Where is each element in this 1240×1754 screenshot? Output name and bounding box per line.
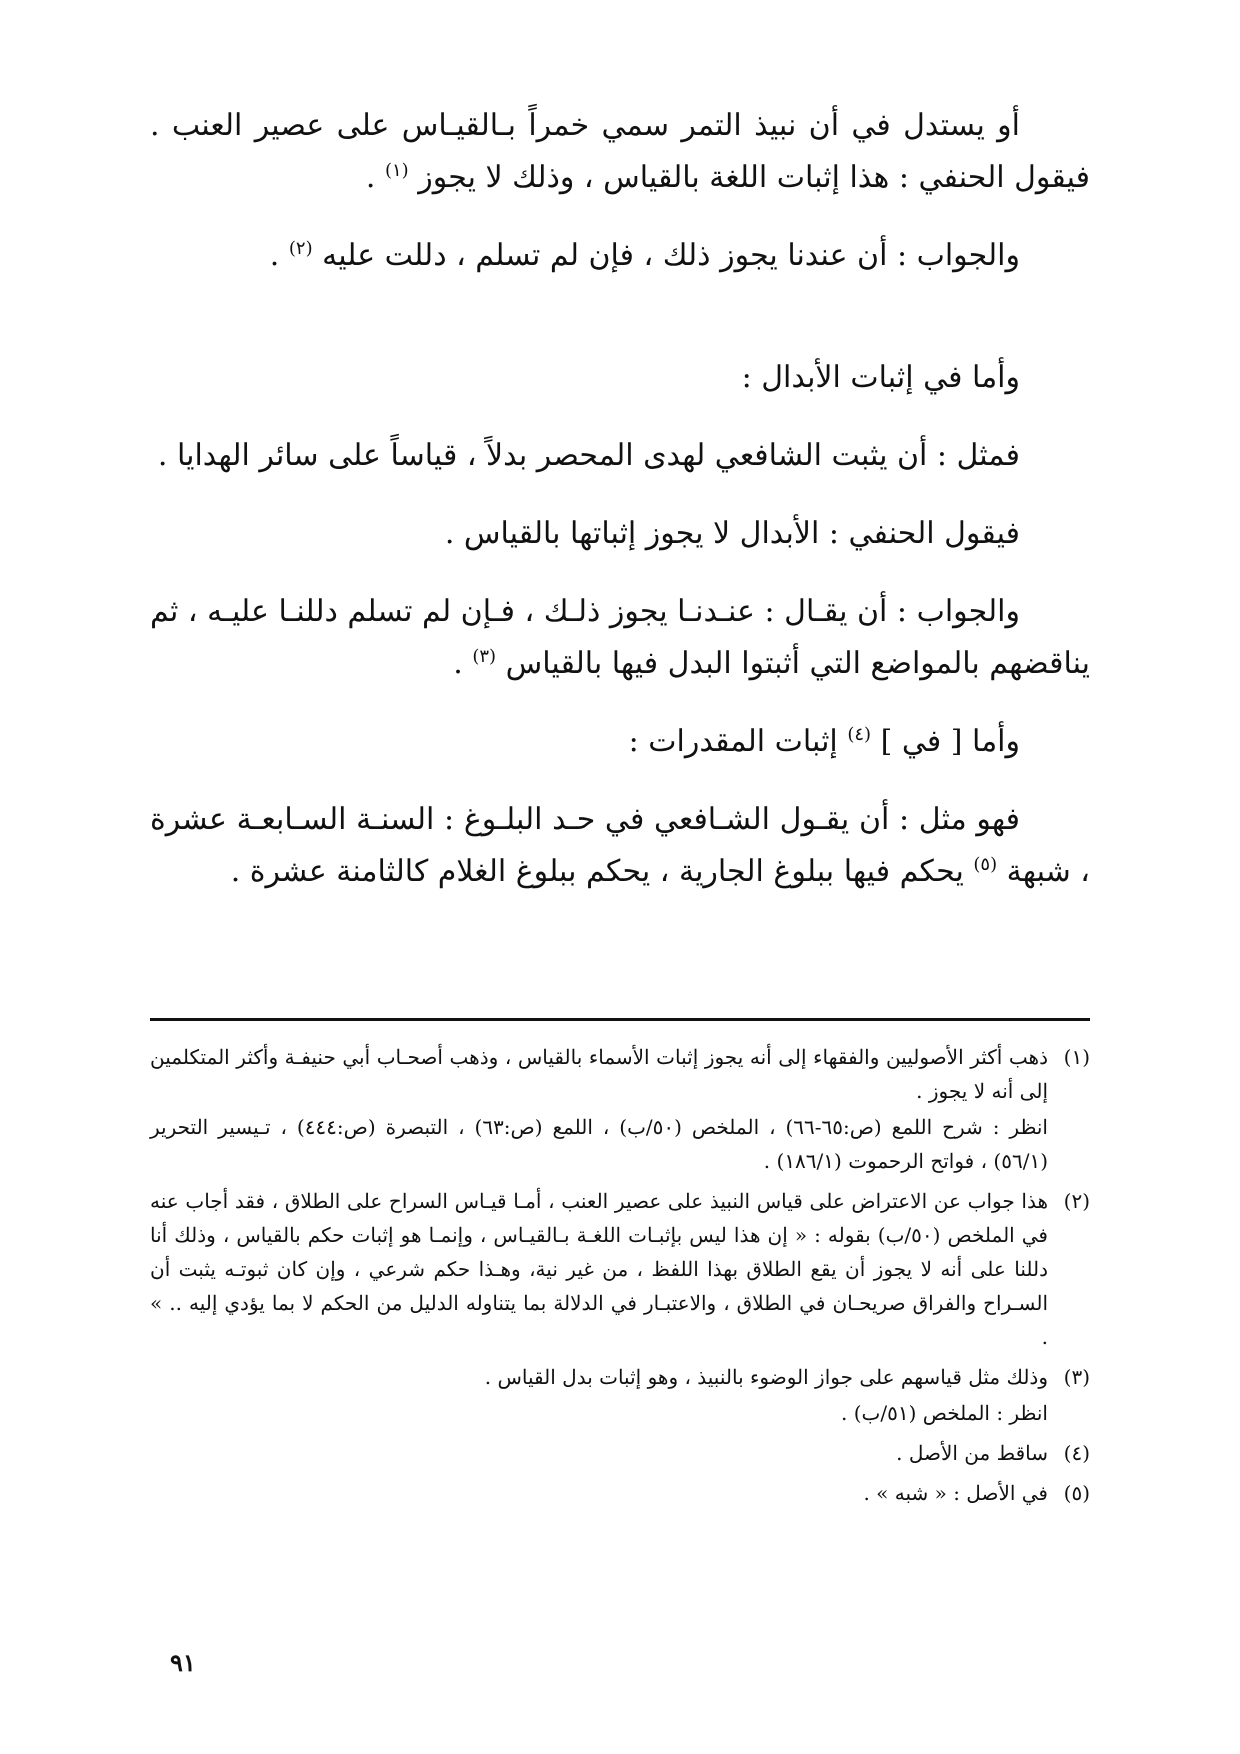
footnote-text: في الأصل : « شبه » . <box>863 1481 1048 1505</box>
footnote-text: انظر : الملخص (٥١/ب) . <box>840 1401 1048 1425</box>
footnote-number: (٥) <box>1063 1481 1090 1505</box>
footnote-2 <box>150 1184 1090 1354</box>
paragraph-6: والجواب : أن يقـال : عنـدنـا يجوز ذلـك ، فـإن لم تسلم دللنـا عليـه ، ثم يناقضهم بالمواضع التي أثبتوا البدل فيها بالقياس $^{(٣)}$ . <box>150 594 1090 681</box>
footnote-body <box>150 1436 1048 1470</box>
footnote-text: انظر : شرح اللمع (ص:٦٥-٦٦) ، الملخص (٥٠/ب) ، اللمع (ص:٦٣) ، التبصرة (ص:٤٤٤) ، تـيسير التحرير (٥٦/١) ، فواتح الرحموت (١٨٦/١) . <box>150 1115 1048 1173</box>
footnote-body <box>150 1476 1048 1510</box>
footnote-text: ذهب أكثر الأصوليين والفقهاء إلى أنه يجوز إثبات الأسماء بالقياس ، وذهب أصحـاب أبي حنيفـة وأكثر المتكلمين إلى أنه لا يجوز . <box>150 1045 1048 1103</box>
footnote-number: (٢) <box>1063 1189 1090 1213</box>
document-page <box>150 100 1090 1700</box>
footnote-number: (٣) <box>1063 1365 1090 1389</box>
footnote-ref-3[interactable]: (٣) <box>472 646 497 667</box>
footnote-body <box>150 1184 1048 1354</box>
footnote-text: ساقط من الأصل . <box>896 1441 1048 1465</box>
paragraph-1: أو يستدل في أن نبيذ التمر سمي خمراً بـالقيـاس على عصير العنب . فيقول الحنفي : هذا إثبات اللغة بالقياس ، وذلك لا يجوز $^{(١)}$ . <box>150 108 1090 195</box>
footnote-3 <box>150 1360 1090 1430</box>
footnote-text: هذا جواب عن الاعتراض على قياس النبيذ على عصير العنب ، أمـا قيـاس السراح على الطلاق ، فقد أجاب عنه في الملخص (٥٠/ب) بقوله : « إن هذا ليس بإثبـات اللغـة بـالقيـاس ، وإنمـا هو إثبات حكم بالقياس ، وذلك أنا دللنا على أنه لا يجوز أن يقع الطلاق بهذا اللفظ ، من غير نية، وهـذا حكم شرعي ، وإن كان ثبوتـه يثبت أن السـراح والفراق صريحـان في الطلاق ، والاعتبـار في الدلالة بما يتناوله الدليل من الحكم لا بما يؤدي إليه .. » . <box>150 1189 1049 1349</box>
footnote-1 <box>150 1040 1090 1178</box>
footnote-ref-4[interactable]: (٤) <box>847 724 872 745</box>
footnotes <box>150 1040 1090 1516</box>
footnote-body <box>150 1040 1048 1178</box>
footnote-text: وذلك مثل قياسهم على جواز الوضوء بالنبيذ ، وهو إثبات بدل القياس . <box>484 1365 1048 1389</box>
footnote-ref-1[interactable]: (١) <box>384 160 409 181</box>
footnote-4 <box>150 1436 1090 1470</box>
footnote-number: (١) <box>1063 1045 1090 1069</box>
paragraph-2: والجواب : أن عندنا يجوز ذلك ، فإن لم تسلم ، دللت عليه $^{(٢)}$ . <box>269 238 1020 273</box>
main-text <box>150 100 1090 898</box>
footnote-body <box>150 1360 1048 1430</box>
paragraph-4: فمثل : أن يثبت الشافعي لهدى المحصر بدلاً ، قياساً على سائر الهدايا . <box>157 438 1020 473</box>
section-heading-muqaddarat: وأما [ في ] $^{(٤)}$ إثبات المقدرات : <box>628 724 1020 759</box>
section-heading-abdal: وأما في إثبات الأبدال : <box>741 360 1020 395</box>
paragraph-5: فيقول الحنفي : الأبدال لا يجوز إثباتها بالقياس . <box>444 516 1020 551</box>
page-number: ٩١ <box>170 1648 196 1677</box>
footnote-5 <box>150 1476 1090 1510</box>
footnote-ref-2[interactable]: (٢) <box>288 238 313 259</box>
footnote-number: (٤) <box>1063 1441 1090 1465</box>
footnote-ref-5[interactable]: (٥) <box>973 854 998 875</box>
footnote-divider <box>150 1018 1090 1021</box>
paragraph-8: فهو مثل : أن يقـول الشـافعي في حـد البلـوغ : السنـة السـابعـة عشرة ، شبهة $^{(٥)}$ يحكم فيها ببلوغ الجارية ، يحكم ببلوغ الغلام كالثامنة عشرة . <box>150 802 1090 889</box>
